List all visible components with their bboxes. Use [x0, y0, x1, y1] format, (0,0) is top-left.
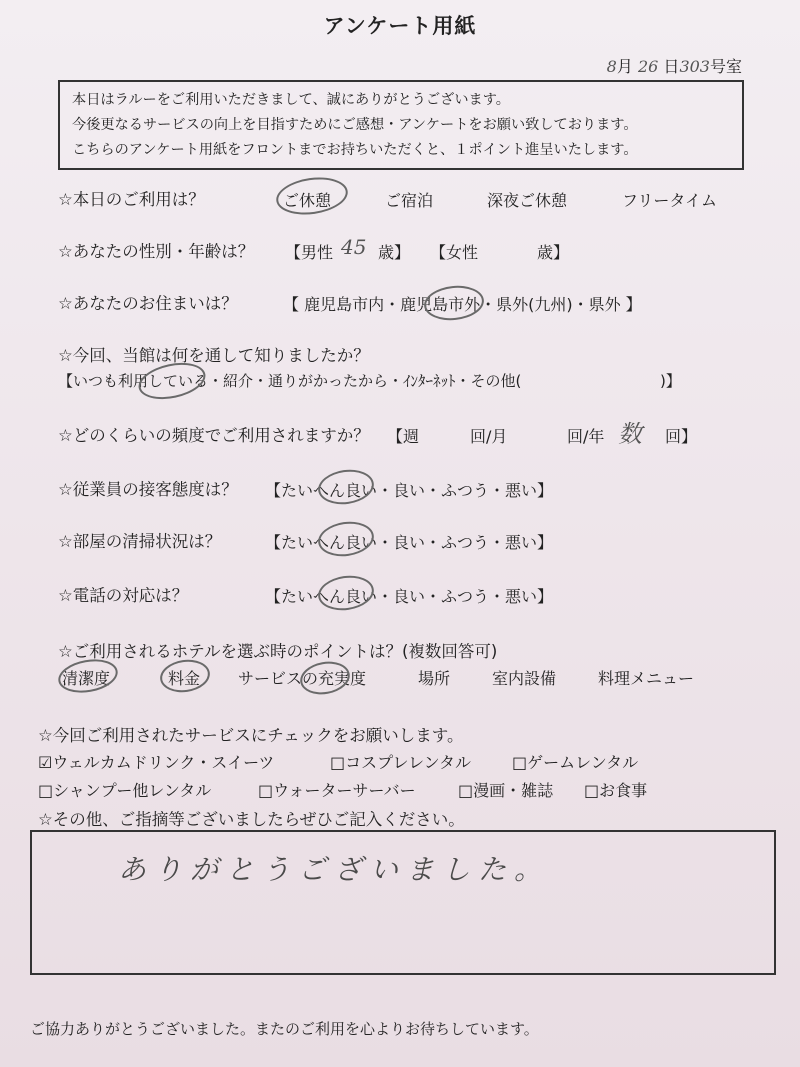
service-cosplay-rental[interactable]: □コスプレレンタル	[330, 753, 472, 772]
frequency-month[interactable]: 回/月	[470, 427, 508, 446]
question-services-label: ☆今回ご利用されたサービスにチェックをお願いします。	[38, 726, 464, 745]
question-hotel-points-label: ☆ご利用されるホテルを選ぶ時のポイントは？(複数回答可)	[58, 642, 498, 661]
frequency-year[interactable]: 回/年	[567, 427, 605, 446]
service-welcome-drink[interactable]: ☑ウェルカムドリンク・スイーツ	[38, 753, 275, 772]
selection-circle	[298, 658, 353, 698]
male-age-value[interactable]: 45	[341, 235, 367, 259]
male-age-unit: 歳】	[378, 243, 411, 262]
stay-room-unit: 号室	[709, 57, 742, 76]
question-staff-label: ☆従業員の接客態度は？	[58, 480, 238, 499]
footer-thanks: ご協力ありがとうございました。またのご利用を心よりお待ちしています。	[30, 1020, 539, 1038]
question-residence-label: ☆あなたのお住まいは？	[58, 294, 238, 313]
question-phone-label: ☆電話の対応は？	[58, 586, 189, 605]
point-food-menu[interactable]: 料理メニュー	[598, 669, 695, 688]
option-male[interactable]: 【男性	[285, 243, 334, 262]
intro-line-2: 今後更なるサービスの向上を目指すためにご感想・アンケートをお願い致しております。	[72, 117, 638, 133]
comment-handwritten[interactable]: ありがとうございました。	[118, 853, 551, 886]
question-cleaning-label: ☆部屋の清掃状況は？	[58, 532, 222, 551]
selection-circle	[422, 283, 485, 323]
option-usage-night-rest[interactable]: 深夜ご休憩	[487, 191, 568, 210]
question-usage-label: ☆本日のご利用は？	[58, 190, 205, 209]
stay-day[interactable]: 26	[637, 57, 659, 76]
female-age-unit: 歳】	[537, 243, 570, 262]
option-usage-stay[interactable]: ご宿泊	[385, 191, 434, 210]
stay-month-unit: 月	[616, 57, 633, 76]
form-title: アンケート用紙	[323, 14, 477, 38]
service-shampoo-rental[interactable]: □シャンプー他レンタル	[38, 781, 212, 800]
option-usage-rest[interactable]: ご休憩	[283, 191, 332, 210]
point-room-equipment[interactable]: 室内設備	[492, 669, 557, 688]
point-service[interactable]: サービスの充実度	[238, 669, 367, 688]
option-female[interactable]: 【女性	[430, 243, 479, 262]
selection-circle	[316, 572, 376, 613]
question-comments-label: ☆その他、ご指摘等ございましたらぜひご記入ください。	[38, 810, 465, 829]
stay-month[interactable]: 8	[606, 57, 617, 76]
question-gender-age-label: ☆あなたの性別・年齢は？	[58, 242, 255, 261]
point-location[interactable]: 場所	[418, 669, 451, 688]
source-options[interactable]: 【いつも利用している・紹介・通りがかったから・ｲﾝﾀｰﾈｯﾄ・その他(	[58, 372, 522, 390]
frequency-answer[interactable]: 数	[618, 420, 642, 448]
service-game-rental[interactable]: □ゲームレンタル	[512, 753, 639, 772]
frequency-end: 回】	[665, 427, 698, 446]
selection-circle	[158, 657, 212, 696]
stay-day-unit: 日	[663, 57, 680, 76]
staff-rating-options[interactable]: 【たいへん良い・良い・ふつう・悪い】	[265, 481, 554, 500]
selection-circle	[316, 466, 376, 507]
service-meal[interactable]: □お食事	[584, 781, 648, 800]
point-price[interactable]: 料金	[168, 669, 201, 688]
phone-rating-options[interactable]: 【たいへん良い・良い・ふつう・悪い】	[265, 587, 554, 606]
service-manga-magazine[interactable]: □漫画・雑誌	[458, 781, 554, 800]
intro-line-1: 本日はラルーをご利用いただきまして、誠にありがとうございます。	[72, 92, 510, 108]
question-frequency-label: ☆どのくらいの頻度でご利用されますか？	[58, 426, 370, 445]
frequency-week[interactable]: 【週	[387, 427, 420, 446]
cleaning-rating-options[interactable]: 【たいへん良い・良い・ふつう・悪い】	[265, 533, 554, 552]
option-usage-free-time[interactable]: フリータイム	[622, 191, 718, 210]
point-cleanliness[interactable]: 清潔度	[62, 669, 111, 688]
residence-options[interactable]: 【 鹿児島市内・鹿児島市外・県外(九州)・県外 】	[283, 295, 642, 314]
intro-line-3: こちらのアンケート用紙をフロントまでお持ちいただくと、１ポイント進呈いたします。	[72, 142, 638, 158]
selection-circle	[316, 518, 376, 559]
source-options-close: )】	[660, 372, 681, 390]
stay-room[interactable]: 303	[679, 57, 710, 76]
selection-circle	[274, 173, 350, 219]
service-water-server[interactable]: □ウォーターサーバー	[258, 781, 416, 800]
intro-box	[58, 80, 744, 170]
question-source-label: ☆今回、当館は何を通して知りましたか？	[58, 346, 370, 365]
stay-info	[607, 54, 742, 77]
